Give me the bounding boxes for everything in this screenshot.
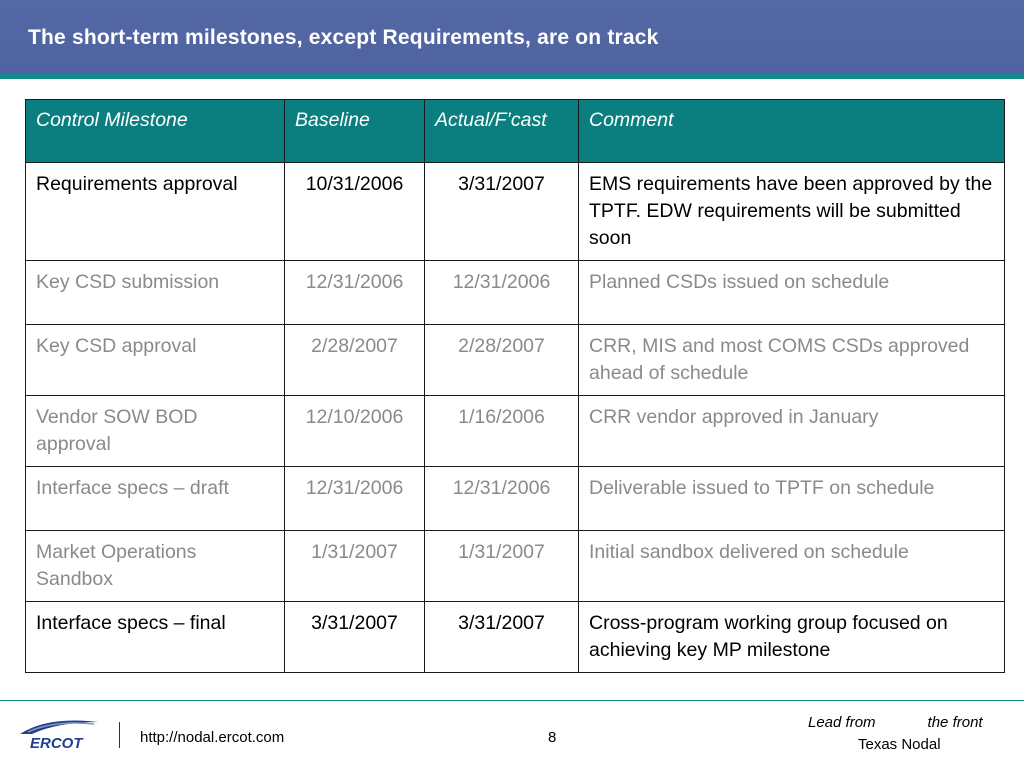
footer-program-name: Texas Nodal [858, 736, 941, 753]
header-comment: Comment [579, 100, 1005, 163]
cell-milestone: Key CSD approval [26, 325, 285, 396]
table-row [26, 325, 1005, 396]
cell-baseline: 2/28/2007 [285, 325, 425, 396]
cell-actual: 2/28/2007 [425, 325, 579, 396]
cell-milestone: Vendor SOW BOD approval [26, 396, 285, 467]
title-divider [0, 74, 1024, 79]
slide-title: The short-term milestones, except Requirements, are on track [28, 26, 659, 49]
cell-actual: 12/31/2006 [425, 261, 579, 325]
table-row [26, 261, 1005, 325]
cell-baseline: 12/10/2006 [285, 396, 425, 467]
page-number: 8 [548, 729, 557, 746]
cell-comment: CRR vendor approved in January [579, 396, 1005, 467]
header-baseline: Baseline [285, 100, 425, 163]
header-actual-forecast: Actual/F’cast [425, 100, 579, 163]
milestone-table [25, 99, 1005, 673]
cell-comment: EMS requirements have been approved by the TPTF. EDW requirements will be submitted soon [579, 163, 1005, 261]
table-row [26, 531, 1005, 602]
cell-baseline: 12/31/2006 [285, 467, 425, 531]
cell-milestone: Interface specs – final [26, 602, 285, 673]
table-row [26, 602, 1005, 673]
cell-actual: 3/31/2007 [425, 163, 579, 261]
table-row [26, 467, 1005, 531]
logo-wordmark: ERCOT [30, 735, 83, 752]
cell-baseline: 3/31/2007 [285, 602, 425, 673]
cell-actual: 12/31/2006 [425, 467, 579, 531]
footer-url-link[interactable]: http://nodal.ercot.com [140, 729, 285, 746]
cell-actual: 3/31/2007 [425, 602, 579, 673]
ercot-logo [18, 712, 100, 752]
cell-comment: Deliverable issued to TPTF on schedule [579, 467, 1005, 531]
footer-divider [0, 700, 1024, 701]
cell-baseline: 1/31/2007 [285, 531, 425, 602]
title-bar [0, 0, 1024, 74]
table-row [26, 396, 1005, 467]
cell-baseline: 10/31/2006 [285, 163, 425, 261]
cell-comment: CRR, MIS and most COMS CSDs approved ahead of schedule [579, 325, 1005, 396]
header-control-milestone: Control Milestone [26, 100, 285, 163]
cell-milestone: Requirements approval [26, 163, 285, 261]
cell-actual: 1/31/2007 [425, 531, 579, 602]
tagline-part-front: the front [927, 714, 983, 731]
table-header-row [26, 100, 1005, 163]
cell-baseline: 12/31/2006 [285, 261, 425, 325]
footer-separator [119, 722, 120, 748]
cell-milestone: Interface specs – draft [26, 467, 285, 531]
cell-comment: Planned CSDs issued on schedule [579, 261, 1005, 325]
footer-tagline [808, 714, 983, 731]
cell-comment: Initial sandbox delivered on schedule [579, 531, 1005, 602]
cell-milestone: Market Operations Sandbox [26, 531, 285, 602]
cell-milestone: Key CSD submission [26, 261, 285, 325]
cell-actual: 1/16/2006 [425, 396, 579, 467]
tagline-part-lead: Lead from [808, 714, 876, 731]
cell-comment: Cross-program working group focused on achieving key MP milestone [579, 602, 1005, 673]
table-row [26, 163, 1005, 261]
